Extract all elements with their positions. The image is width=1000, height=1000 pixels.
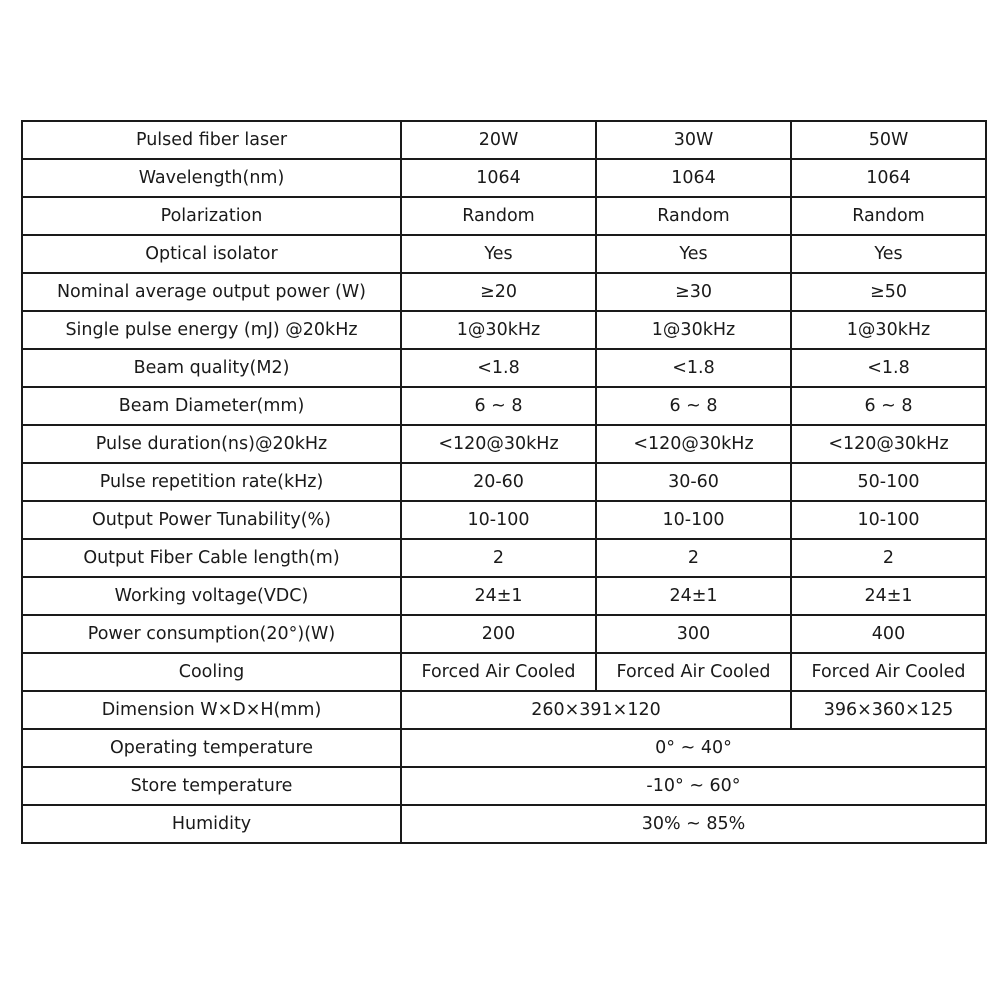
cell-50w: 24±1 bbox=[791, 577, 986, 615]
table-row bbox=[22, 349, 986, 387]
row-label: Working voltage(VDC) bbox=[22, 577, 401, 615]
row-label: Power consumption(20°)(W) bbox=[22, 615, 401, 653]
cell-20w: 6 ~ 8 bbox=[401, 387, 596, 425]
table-row bbox=[22, 501, 986, 539]
row-label: Nominal average output power (W) bbox=[22, 273, 401, 311]
cell-50w: ≥50 bbox=[791, 273, 986, 311]
shared-value-cell: 0° ~ 40° bbox=[401, 729, 986, 767]
row-label: Single pulse energy (mJ) @20kHz bbox=[22, 311, 401, 349]
header-model-50w: 50W bbox=[791, 121, 986, 159]
dimension-cell-20w-30w: 260×391×120 bbox=[401, 691, 791, 729]
cell-50w: 50-100 bbox=[791, 463, 986, 501]
cell-20w: Yes bbox=[401, 235, 596, 273]
table-row bbox=[22, 273, 986, 311]
cell-30w: 300 bbox=[596, 615, 791, 653]
cell-50w: Forced Air Cooled bbox=[791, 653, 986, 691]
spec-table bbox=[21, 120, 987, 844]
cell-20w: ≥20 bbox=[401, 273, 596, 311]
cell-30w: Random bbox=[596, 197, 791, 235]
cell-30w: Forced Air Cooled bbox=[596, 653, 791, 691]
row-label: Pulse repetition rate(kHz) bbox=[22, 463, 401, 501]
cell-50w: 2 bbox=[791, 539, 986, 577]
dimension-cell-50w: 396×360×125 bbox=[791, 691, 986, 729]
cell-20w: <120@30kHz bbox=[401, 425, 596, 463]
cell-20w: 1@30kHz bbox=[401, 311, 596, 349]
shared-value-cell: 30% ~ 85% bbox=[401, 805, 986, 843]
shared-value-cell: -10° ~ 60° bbox=[401, 767, 986, 805]
row-label: Wavelength(nm) bbox=[22, 159, 401, 197]
cell-50w: <120@30kHz bbox=[791, 425, 986, 463]
cell-20w: 200 bbox=[401, 615, 596, 653]
table-row bbox=[22, 387, 986, 425]
row-label: Polarization bbox=[22, 197, 401, 235]
shared-row bbox=[22, 805, 986, 843]
cell-20w: Forced Air Cooled bbox=[401, 653, 596, 691]
header-model-30w: 30W bbox=[596, 121, 791, 159]
cell-50w: <1.8 bbox=[791, 349, 986, 387]
cell-30w: 1@30kHz bbox=[596, 311, 791, 349]
header-label-cell: Pulsed fiber laser bbox=[22, 121, 401, 159]
cell-50w: Random bbox=[791, 197, 986, 235]
table-row bbox=[22, 539, 986, 577]
table-row bbox=[22, 197, 986, 235]
cell-30w: 24±1 bbox=[596, 577, 791, 615]
row-label: Output Fiber Cable length(m) bbox=[22, 539, 401, 577]
cell-20w: Random bbox=[401, 197, 596, 235]
table-row bbox=[22, 235, 986, 273]
cell-50w: 400 bbox=[791, 615, 986, 653]
cell-20w: 24±1 bbox=[401, 577, 596, 615]
table-row bbox=[22, 463, 986, 501]
cell-50w: Yes bbox=[791, 235, 986, 273]
table-row bbox=[22, 311, 986, 349]
cell-30w: <120@30kHz bbox=[596, 425, 791, 463]
row-label: Operating temperature bbox=[22, 729, 401, 767]
row-label: Cooling bbox=[22, 653, 401, 691]
cell-30w: 10-100 bbox=[596, 501, 791, 539]
row-label: Humidity bbox=[22, 805, 401, 843]
cell-30w: Yes bbox=[596, 235, 791, 273]
dimension-row bbox=[22, 691, 986, 729]
row-label: Pulse duration(ns)@20kHz bbox=[22, 425, 401, 463]
row-label: Optical isolator bbox=[22, 235, 401, 273]
row-label: Store temperature bbox=[22, 767, 401, 805]
table-row bbox=[22, 159, 986, 197]
shared-row bbox=[22, 767, 986, 805]
cell-50w: 6 ~ 8 bbox=[791, 387, 986, 425]
cell-20w: 10-100 bbox=[401, 501, 596, 539]
cell-20w: 1064 bbox=[401, 159, 596, 197]
cell-30w: 2 bbox=[596, 539, 791, 577]
cell-20w: 2 bbox=[401, 539, 596, 577]
cell-30w: ≥30 bbox=[596, 273, 791, 311]
table-row bbox=[22, 615, 986, 653]
cell-30w: <1.8 bbox=[596, 349, 791, 387]
cell-50w: 1@30kHz bbox=[791, 311, 986, 349]
shared-row bbox=[22, 729, 986, 767]
cell-50w: 1064 bbox=[791, 159, 986, 197]
cell-50w: 10-100 bbox=[791, 501, 986, 539]
row-label: Beam quality(M2) bbox=[22, 349, 401, 387]
row-label: Output Power Tunability(%) bbox=[22, 501, 401, 539]
spec-table-body bbox=[22, 121, 986, 843]
header-model-20w: 20W bbox=[401, 121, 596, 159]
row-label: Beam Diameter(mm) bbox=[22, 387, 401, 425]
table-row bbox=[22, 653, 986, 691]
table-row bbox=[22, 577, 986, 615]
cell-20w: <1.8 bbox=[401, 349, 596, 387]
cell-20w: 20-60 bbox=[401, 463, 596, 501]
cell-30w: 30-60 bbox=[596, 463, 791, 501]
row-label: Dimension W×D×H(mm) bbox=[22, 691, 401, 729]
table-header-row bbox=[22, 121, 986, 159]
table-row bbox=[22, 425, 986, 463]
cell-30w: 1064 bbox=[596, 159, 791, 197]
cell-30w: 6 ~ 8 bbox=[596, 387, 791, 425]
